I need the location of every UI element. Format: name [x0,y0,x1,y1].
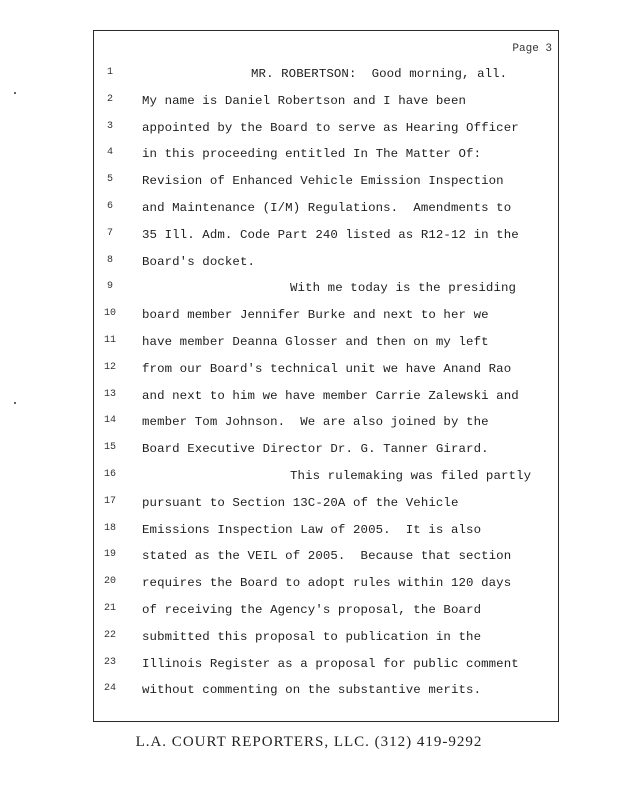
line-text: Board's docket. [142,254,256,269]
line-number: 13 [103,388,116,400]
line-text: My name is Daniel Robertson and I have been [142,93,467,108]
reporter-footer: L.A. COURT REPORTERS, LLC. (312) 419-9292 [135,734,483,750]
line-number: 12 [103,361,116,373]
line-number: 21 [103,603,116,614]
line-text: without commenting on the substantive merits. [142,683,482,698]
line-number: 7 [106,227,113,239]
transcript-line [94,201,560,228]
line-text: submitted this proposal to publication in the [142,629,482,644]
line-number: 2 [106,93,113,105]
scan-speck [14,92,16,94]
line-text: pursuant to Section 13C-20A of the Vehicle [142,495,459,510]
transcript-line [94,415,560,442]
line-number: 16 [103,469,116,480]
transcript-line [94,442,560,469]
transcript-line [94,496,560,523]
transcript-line [94,94,560,121]
transcript-line [94,255,560,282]
line-number: 1 [106,67,113,78]
transcript-line [94,683,560,710]
line-number: 18 [103,522,116,534]
line-text: 35 Ill. Adm. Code Part 240 listed as R12-12 in the [142,227,519,242]
line-number: 9 [106,281,113,293]
line-text: of receiving the Agency's proposal, the Board [142,603,482,617]
transcript-line [94,147,560,174]
transcript-line [94,389,560,416]
line-number: 23 [103,656,116,668]
line-text: appointed by the Board to serve as Hearing Officer [142,120,519,135]
transcript-line [94,308,560,335]
transcript-line [94,549,560,576]
line-text: With me today is the presiding [290,281,517,296]
line-number: 17 [103,495,116,507]
transcript-line [94,281,560,308]
page-number: Page 3 [512,43,552,55]
line-text: Board Executive Director Dr. G. Tanner Girard. [142,442,489,457]
transcript-line [94,174,560,201]
transcript-line [94,657,560,684]
line-text: and Maintenance (I/M) Regulations. Amendments to [142,201,512,215]
line-text: in this proceeding entitled In The Matter Of: [142,147,482,162]
line-text: have member Deanna Glosser and then on my left [142,335,489,349]
transcript-line [94,67,560,94]
transcript-line [94,121,560,148]
transcript-line [94,576,560,603]
line-number: 14 [103,415,116,427]
transcript-line [94,523,560,550]
line-text: Illinois Register as a proposal for public comment [142,656,519,671]
transcript-line [94,228,560,255]
line-text: stated as the VEIL of 2005. Because that section [142,549,512,564]
line-number: 20 [103,576,116,588]
line-text: This rulemaking was filed partly [290,469,532,483]
line-number: 3 [106,120,113,132]
scan-speck [14,402,16,404]
line-number: 24 [103,683,116,695]
line-number: 10 [103,308,116,320]
line-number: 15 [103,442,116,454]
line-text: Revision of Enhanced Vehicle Emission Inspection [142,174,504,189]
line-text: requires the Board to adopt rules within 120 days [142,576,512,591]
line-text: member Tom Johnson. We are also joined by the [142,415,489,430]
line-number: 6 [106,201,113,212]
line-number: 5 [106,174,113,186]
line-number: 19 [103,549,116,561]
line-number: 4 [106,147,113,159]
line-text: and next to him we have member Carrie Zalewski and [142,388,519,403]
line-text: MR. ROBERTSON: Good morning, all. [251,67,508,81]
line-text: board member Jennifer Burke and next to her we [142,308,489,323]
transcript-line [94,335,560,362]
transcript-line [94,630,560,657]
transcript-page [93,30,559,722]
line-number: 11 [103,335,116,346]
transcript-line [94,362,560,389]
line-number: 22 [103,629,116,641]
line-text: from our Board's technical unit we have Anand Rao [142,361,512,376]
transcript-line [94,469,560,496]
line-number: 8 [106,254,113,266]
line-text: Emissions Inspection Law of 2005. It is also [142,522,482,537]
transcript-line [94,603,560,630]
